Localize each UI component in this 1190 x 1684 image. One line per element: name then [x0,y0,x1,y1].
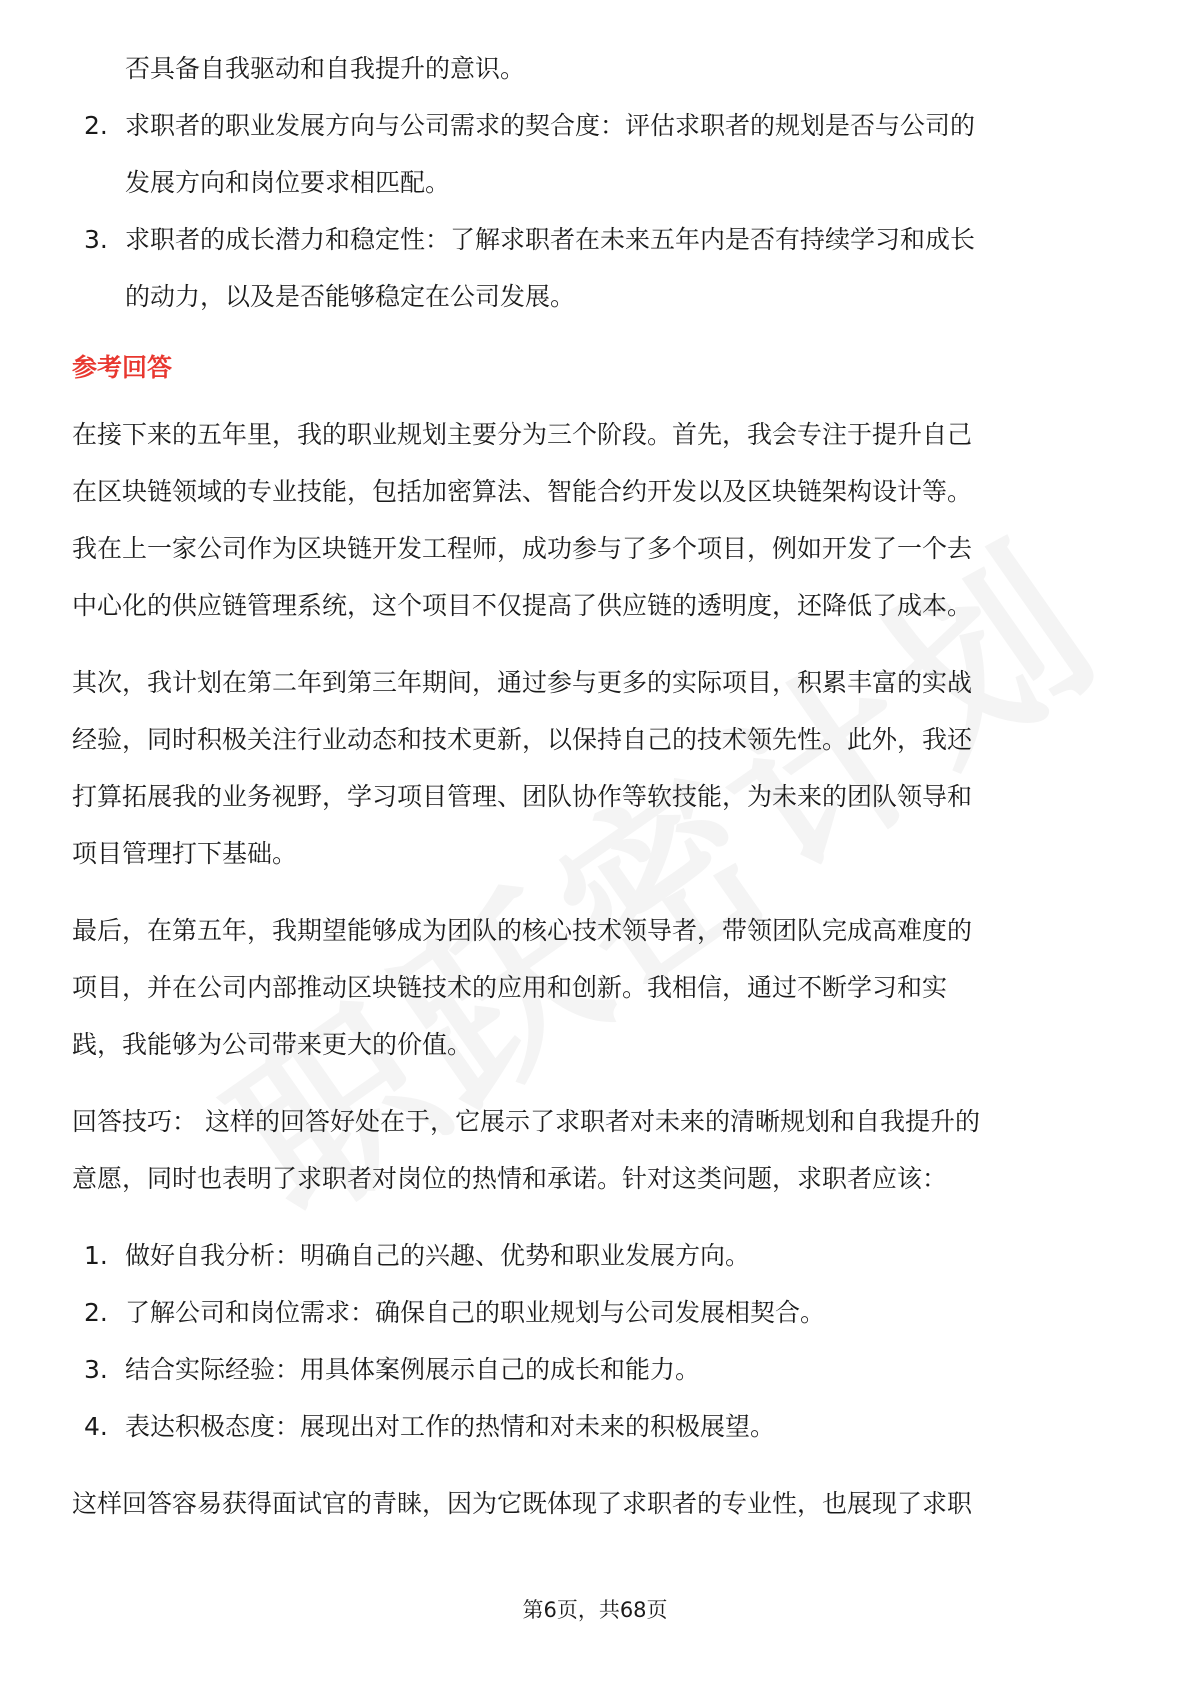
paragraph-line: 践，我能够为公司带来更大的价值。 [72,1030,473,1059]
page-content [72,40,1122,1532]
tips-paragraph [72,1093,1122,1207]
tips-numbered-list [72,1227,1122,1455]
list-item-number: 1. [84,1241,108,1270]
list-item-number: 2. [84,111,108,140]
list-item-line: 了解公司和岗位需求：确保自己的职业规划与公司发展相契合。 [125,1298,826,1327]
paragraph-line: 项目管理打下基础。 [72,839,298,868]
paragraph-line: 中心化的供应链管理系统，这个项目不仅提高了供应链的透明度，还降低了成本。 [72,591,973,620]
answer-paragraph [72,654,1122,882]
list-item-continuation [72,40,1122,97]
list-item-number: 4. [84,1412,108,1441]
paragraph-line: 回答技巧： 这样的回答好处在于，它展示了求职者对未来的清晰规划和自我提升的 [72,1107,980,1136]
section-title: 参考回答 [72,353,173,382]
list-item-line: 结合实际经验：用具体案例展示自己的成长和能力。 [125,1355,701,1384]
paragraph-line: 经验，同时积极关注行业动态和技术更新，以保持自己的技术领先性。此外，我还 [72,725,973,754]
page-footer: 第6页，共68页 [522,1598,668,1622]
list-item [72,1284,1122,1341]
paragraph-line: 在接下来的五年里，我的职业规划主要分为三个阶段。首先，我会专注于提升自己 [72,420,973,449]
paragraph-line: 意愿，同时也表明了求职者对岗位的热情和承诺。针对这类问题，求职者应该： [72,1164,948,1193]
list-item-line: 做好自我分析：明确自己的兴趣、优势和职业发展方向。 [125,1241,751,1270]
list-item-line: 发展方向和岗位要求相匹配。 [125,168,451,197]
paragraph-line: 其次，我计划在第二年到第三年期间，通过参与更多的实际项目，积累丰富的实战 [72,668,973,697]
closing-line: 这样回答容易获得面试官的青睐，因为它既体现了求职者的专业性，也展现了求职 [72,1489,973,1518]
list-item [72,211,1122,325]
list-item [72,1227,1122,1284]
paragraph-line: 在区块链领域的专业技能，包括加密算法、智能合约开发以及区块链架构设计等。 [72,477,973,506]
top-numbered-list [72,40,1122,325]
list-item-line: 否具备自我驱动和自我提升的意识。 [125,54,526,83]
list-item [72,97,1122,211]
list-item-line: 求职者的成长潜力和稳定性：了解求职者在未来五年内是否有持续学习和成长 [125,225,976,254]
list-item-line: 求职者的职业发展方向与公司需求的契合度：评估求职者的规划是否与公司的 [125,111,976,140]
paragraph-line: 打算拓展我的业务视野，学习项目管理、团队协作等软技能，为未来的团队领导和 [72,782,973,811]
paragraph-line: 最后，在第五年，我期望能够成为团队的核心技术领导者，带领团队完成高难度的 [72,916,973,945]
answer-paragraph [72,902,1122,1073]
list-item [72,1398,1122,1455]
list-item-number: 2. [84,1298,108,1327]
answer-paragraph [72,406,1122,634]
paragraph-line: 项目，并在公司内部推动区块链技术的应用和创新。我相信，通过不断学习和实 [72,973,948,1002]
list-item-number: 3. [84,1355,108,1384]
list-item-line: 表达积极态度：展现出对工作的热情和对未来的积极展望。 [125,1412,776,1441]
list-item [72,1341,1122,1398]
list-item-line: 的动力，以及是否能够稳定在公司发展。 [125,282,576,311]
paragraph-line: 我在上一家公司作为区块链开发工程师，成功参与了多个项目，例如开发了一个去 [72,534,973,563]
list-item-number: 3. [84,225,108,254]
